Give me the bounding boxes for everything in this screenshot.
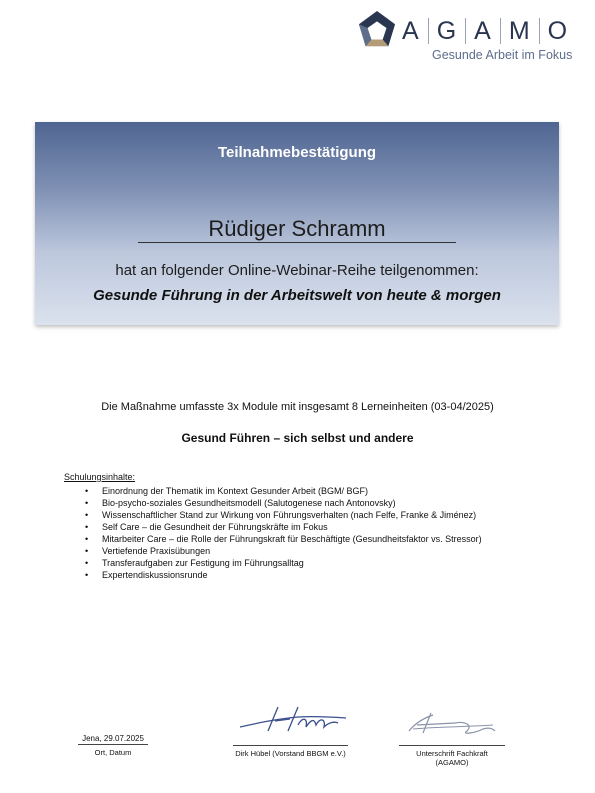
list-item: • Wissenschaftlicher Stand zur Wirkung von Führungsverhalten (nach Felfe, Franke & Jiménez) [82,509,482,521]
signature-huebel [238,703,348,735]
logo-letter: A [402,16,420,45]
contents-heading: Schulungsinhalte: [64,472,136,482]
course-title: Gesunde Führung in der Arbeitswelt von heute & morgen [93,287,501,304]
participant-name: Rüdiger Schramm [208,216,386,241]
logo-divider [428,18,429,44]
agamo-logo [358,8,573,63]
logo-letter: O [547,16,569,45]
certificate-title: Teilnahmebestätigung [217,144,377,161]
signature-line [399,745,505,746]
certificate-banner [35,122,559,325]
signer-name: Dirk Hübel (Vorstand BBGM e.V.) [235,749,346,758]
place-date: Jena, 29.07.2025 [82,734,144,743]
contents-list [82,485,482,581]
logo-wordmark [402,16,568,46]
logo-divider [500,18,501,44]
list-item: • Bio-psycho-soziales Gesundheitsmodell (Salutogenese nach Antonovsky) [82,497,482,509]
name-underline [138,242,456,243]
list-item: • Self Care – die Gesundheit der Führungskräfte im Fokus [82,521,482,533]
signature-block-huebel [233,745,348,758]
logo-tagline: Gesunde Arbeit im Fokus [432,48,573,62]
agamo-pentagon-icon [358,10,396,48]
signature-block-fachkraft [399,745,505,767]
module-title: Gesund Führen – sich selbst und andere [181,431,414,445]
signature-line [78,744,148,745]
signature-line [233,745,348,746]
list-item: • Vertiefende Praxisübungen [82,545,482,557]
logo-letter: A [474,16,492,45]
list-item: • Einordnung der Thematik im Kontext Gesunder Arbeit (BGM/ BGF) [82,485,482,497]
logo-letter: M [508,16,531,45]
logo-divider [465,18,466,44]
signature-fachkraft [403,709,498,739]
signer-role: Unterschrift Fachkraft (AGAMO) [416,749,488,767]
logo-letter: G [436,16,458,45]
list-item: • Transferaufgaben zur Festigung im Führungsalltag [82,557,482,569]
participation-statement: hat an folgender Online-Webinar-Reihe teilgenommen: [115,262,479,279]
place-date-block [78,734,148,757]
list-item: • Mitarbeiter Care – die Rolle der Führungskraft für Beschäftigte (Gesundheitsfaktor vs. Stressor) [82,533,482,545]
course-summary: Die Maßnahme umfasste 3x Module mit insgesamt 8 Lerneinheiten (03-04/2025) [101,401,494,413]
list-item: • Expertendiskussionsrunde [82,569,482,581]
place-date-label: Ort, Datum [94,748,132,757]
logo-divider [539,18,540,44]
